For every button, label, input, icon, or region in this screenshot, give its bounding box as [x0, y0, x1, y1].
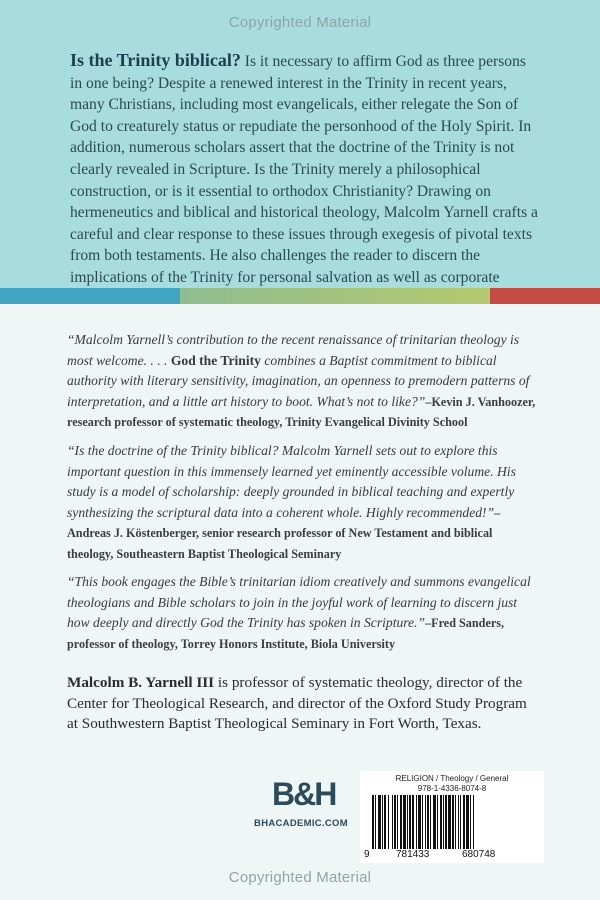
barcode-bar [440, 795, 442, 849]
description-lead: Is the Trinity biblical? [70, 50, 241, 70]
book-title-inline: God the Trinity [170, 352, 261, 368]
barcode-bar [433, 795, 436, 849]
barcode-bar [412, 795, 414, 849]
endorsement-text: combines a Baptist commitment to biblical authority with literary sensitivity, imagination, an openness to premodern patterns of interpretation, and a little art history to boot. What’s not to like?” [67, 352, 530, 409]
barcode-icon [372, 795, 534, 849]
bisac-category: RELIGION / Theology / General [395, 774, 509, 783]
isbn-text: 978-1-4336-8074-8 [417, 784, 487, 793]
barcode-digit-group: 781433 [396, 849, 430, 860]
watermark-bottom: Copyrighted Material [228, 869, 372, 886]
endorsement-sanders [67, 572, 537, 654]
color-stripe-red [490, 288, 600, 304]
color-stripe-blue [0, 288, 180, 304]
barcode-digit-group: 680748 [462, 849, 496, 860]
barcode-bar [392, 795, 393, 849]
barcode-bar [443, 795, 444, 849]
barcode-bar [427, 795, 429, 849]
endorsement-text: “This book engages the Bible’s trinitarian idiom creatively and summons evangelical theologians and Bible scholars to join in the joyful work of learning to discern just how deeply and directly God the Trinity has spoken in Scripture.” [67, 574, 531, 630]
barcode-bar [403, 795, 406, 849]
endorsement-text: “Is the doctrine of the Trinity biblical? Malcolm Yarnell sets out to explore this important question in this immensely learned yet eminently accessible volume. His study is a model of scholarship: deeply grounded in biblical teaching and expertly synthesizing the scriptural data into a coherent whole. Highly recommended!” [67, 443, 516, 520]
author-name: Malcolm B. Yarnell III [67, 674, 215, 691]
author-bio [67, 673, 537, 735]
barcode-bar [452, 795, 454, 849]
endorsement-attribution: –Kevin J. Vanhoozer, research professor of systematic theology, Trinity Evangelical Divinity School [67, 394, 536, 429]
barcode-bar [388, 795, 389, 849]
barcode-bar [394, 795, 396, 849]
barcode-block [360, 771, 544, 863]
barcode-bar [400, 795, 402, 849]
barcode-bar [460, 795, 461, 849]
barcode-bar [407, 795, 408, 849]
barcode-bar [397, 795, 398, 849]
barcode-bar [382, 795, 383, 849]
barcode-bar [409, 795, 411, 849]
book-description [70, 50, 540, 310]
barcode-digit-group: 9 [364, 849, 370, 860]
publisher-logo [242, 774, 360, 834]
endorsement-kostenberger [67, 441, 537, 564]
barcode-bar [445, 795, 447, 849]
bh-logo-icon: B&H [272, 776, 336, 812]
barcode-bar [422, 795, 423, 849]
color-stripe-green [180, 288, 490, 304]
barcode-bar [437, 795, 438, 849]
barcode-bar [378, 795, 381, 849]
barcode-bar [473, 795, 474, 849]
watermark-top: Copyrighted Material [228, 14, 372, 31]
endorsement-attribution: –Andreas J. Köstenberger, senior research professor of New Testament and biblical theology, Southeastern Baptist Theological Seminary [67, 505, 501, 561]
author-bio-text: is professor of systematic theology, director of the Center for Theological Research, and director of the Oxford Study Program at Southwestern Baptist Theological Seminary in Fort Worth, Texas. [67, 674, 527, 732]
endorsement-attribution: –Fred Sanders, professor of theology, Torrey Honors Institute, Biola University [67, 616, 505, 651]
barcode-bar [375, 795, 376, 849]
publisher-website: BHACADEMIC.COM [254, 818, 348, 829]
description-body: Is it necessary to affirm God as three persons in one being? Despite a renewed interest in the Trinity in recent years, many Christians, including most evangelicals, either relegate the Son of God to creaturely status or repudiate the personhood of the Holy Spirit. In addition, numerous scholars assert that the doctrine of the Trinity is not clearly revealed in Scripture. Is the Trinity merely a philosophical construction, or is it essential to orthodox Christianity? Drawing on hermeneutics and biblical and historical theology, Malcolm Yarnell crafts a careful and clear response to these issues through exegesis of pivotal texts from both testaments. He also challenges the reader to discern the implications of the Trinity for personal salvation as well as corporate [70, 53, 538, 286]
barcode-bar [463, 795, 465, 849]
barcode-bar [384, 795, 386, 849]
barcode-bar [458, 795, 459, 849]
barcode-bar [448, 795, 451, 849]
barcode-bar [372, 795, 374, 849]
barcode-bar [416, 795, 417, 849]
barcode-bar [466, 795, 469, 849]
endorsement-text: “Malcolm Yarnell’s contribution to the recent renaissance of trinitarian theology is most welcome. . . . [67, 332, 520, 368]
barcode-bar [418, 795, 421, 849]
barcode-bar [455, 795, 456, 849]
barcode-bar [430, 795, 431, 849]
endorsement-vanhoozer [67, 330, 537, 433]
barcode-bar [425, 795, 426, 849]
barcode-bar [470, 795, 471, 849]
